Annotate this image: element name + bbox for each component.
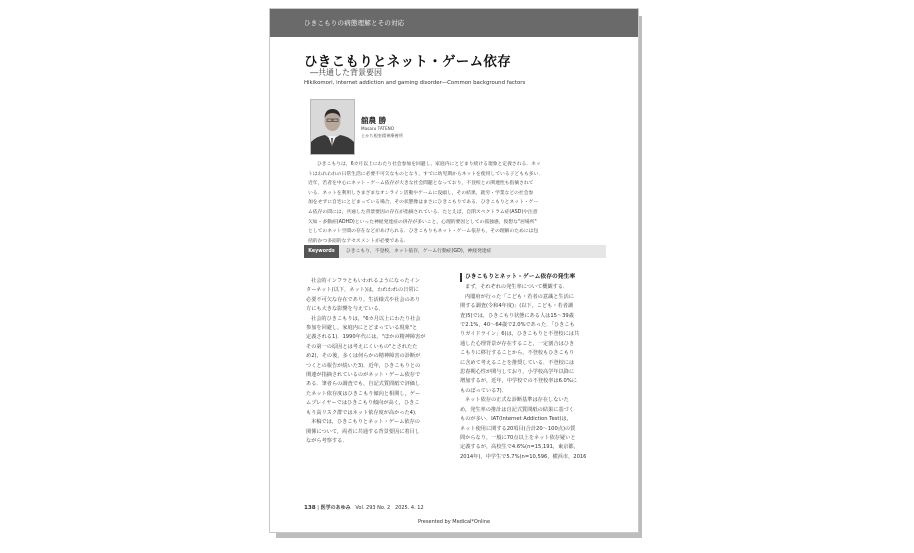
body-line: め，発生率の推計は自記式質問紙の結果に基づく [460, 406, 574, 413]
author-photo [310, 99, 355, 155]
article-title: ひきこもりとネット・ゲーム依存 [304, 54, 511, 70]
body-line: 必要不可欠な存在であり，生活様式や社会のあり [306, 296, 421, 303]
page-number: 138 [304, 505, 316, 511]
body-line: 本稿では，ひきこもりとネット・ゲーム依存の [311, 419, 420, 426]
body-line: 方にも大きな影響を与えている． [306, 306, 384, 313]
running-head-bar [270, 9, 638, 37]
abstract-line: 欠如・多動症(ADHD)といった神経発達症の併存が多いこと，心理的要因としての孤独感，仮想な"居場所" [308, 219, 537, 225]
body-line: 内閣府が行った「こども・若者の意識と生活に [465, 293, 574, 300]
section-heading: ひきこもりとネット・ゲーム依存の発生率 [460, 273, 615, 282]
article-subtitle: ―共通した背景要因 [310, 68, 382, 77]
article-page [269, 8, 639, 533]
journal-volume: Vol. 293 No. 2 [355, 505, 391, 511]
body-line: 査)5)では，ひきこもり状態にある人は15〜39歳 [460, 312, 574, 319]
body-line: 定義される1)．1990年代には，"ほかの精神障害が [306, 334, 426, 341]
keywords-label: Keywords [304, 245, 339, 258]
body-line: もり高リスク群ではネット依存度が高かった4)． [306, 409, 421, 416]
body-line: に含めて考えることを推奨している．不登校には [460, 359, 575, 366]
body-line: 通した心理背景が存在すること，一定割合はひき [460, 340, 575, 347]
abstract-line: 括的かつ多面的なアセスメントが必要である． [308, 238, 409, 244]
body-line: 2014年)，中学生で5.7%(n=10,596，横浜市，2016 [460, 453, 587, 460]
body-line: たネット依存度はひきこもり傾向と相関し，ゲー [306, 390, 421, 397]
running-head-text: ひきこもりの病態理解とその対応 [304, 19, 405, 27]
author-portrait-image [311, 100, 354, 154]
body-line: ある．筆者らの調査でも，自記式質問紙で評価し [306, 381, 421, 388]
body-line: 問からなり，一般に70点以上をネット依存疑いと [460, 434, 576, 441]
journal-date: 2025. 4. 12 [395, 505, 424, 511]
body-line: ターネット(以下，ネット)は，われわれの日常に [306, 287, 419, 294]
body-line: こもりに移行することから，不登校もひきこもり [460, 350, 575, 357]
presented-by: Presented by Medical*Online [417, 519, 491, 525]
abstract-line: 加をせずに自宅にとどまっている場合，その状態像はまさにひきこもりである．ひきこもりとネット・ゲー [308, 200, 539, 206]
body-line: ネット使用に関する20項目(合計20〜100点)の質 [460, 425, 576, 432]
keywords-box [304, 245, 606, 258]
body-line: 社会的インフラともいわれるようになったイン [311, 278, 420, 284]
keywords-text: ひきこもり，不登校，ネット依存，ゲーム行動症(GD)，神経発達症 [346, 249, 492, 254]
body-line: ムプレイヤーではひきこもり傾向が高く，ひきこ [306, 400, 420, 407]
body-line: 参加を回避し，家庭内にとどまっている現象"と [306, 325, 418, 332]
body-line: ものが多い．IAT(Internet Addiction Test)は， [460, 416, 572, 423]
abstract [308, 160, 604, 246]
body-line: 思春期心性が関与しており，小学校高学年以降に [460, 369, 575, 376]
body-line: まず，それぞれの発生率について概観する． [465, 284, 569, 291]
abstract-line: ム依存の間には，共通した背景要因の存在が指摘されている．たとえば，自閉スペクトラム症(ASD)や注意 [308, 209, 538, 215]
body-line: ながら考察する． [306, 437, 348, 444]
body-line: め2)，その後，多くは何らかの精神障害の診断が [306, 353, 421, 360]
page-footer: 138 | 医学のあゆみ Vol. 293 No. 2 2025. 4. 12 [304, 505, 424, 511]
english-title: Hikikomori, internet addiction and gaming disorder―Common background factors [304, 80, 526, 86]
body-left-column [306, 277, 461, 446]
abstract-line: 近年，若者を中心にネット・ゲーム依存が大きな社会問題となっており，不登校との関連性も指摘されて [308, 181, 534, 187]
author-roman-name: Masaru TATENO [361, 126, 395, 131]
body-line: 関連が指摘されているのがネット・ゲーム依存で [306, 372, 421, 379]
body-line: りガイドライン」6)は，ひきこもりと不登校には共 [460, 331, 580, 338]
body-line: 社会的ひきこもりは，"6カ月以上にわたり社会 [311, 315, 421, 322]
body-line: で2.1%，40〜64歳で2.0%であった．「ひきこも [460, 322, 575, 329]
abstract-line: いる．ネットを利用しさまざまなオンライン活動やゲームに没頭し，その結果，就労・学業などの社会参 [308, 190, 534, 196]
abstract-line: トはわれわれの日常生活に必要不可欠なものとなり，すでに幼児期からネットを使用している子どもも多い． [308, 171, 544, 177]
body-line: つくとの報告が続いた3)．近年，ひきこもりとの [306, 362, 421, 369]
journal-name: 医学のあゆみ [320, 505, 351, 511]
body-line: ネット依存の正式な診断基準は存在しないた [465, 397, 569, 404]
body-line: 定義するが，高校生で4.6%(n=15,191，東京都， [460, 444, 579, 451]
author-name: 舘農 勝 [361, 116, 387, 125]
body-line: その第一の原因とは考えにくいもの"とされたた [306, 343, 418, 350]
author-affiliation: とかち根室精神療養所 [361, 133, 403, 138]
body-line: 増加するが，近年，中学校での不登校率は6.0%に [460, 378, 577, 385]
body-line: ものぼっている7)． [460, 387, 507, 394]
body-line: 関する調査(令和4年度)」(以下，こども・若者調 [460, 303, 574, 310]
body-right-column [460, 273, 615, 462]
abstract-line: としてのネット空間の存在などがあげられる．ひきこもりもネット・ゲーム依存も，その理解のためには包 [308, 229, 539, 235]
body-line: 関係について，両者に共通する背景要因に着目し [306, 428, 420, 435]
abstract-line: ひきこもりは，6カ月以上にわたり社会参加を回避し，家庭内にとどまり続ける現象と定義される．ネッ [317, 162, 541, 167]
